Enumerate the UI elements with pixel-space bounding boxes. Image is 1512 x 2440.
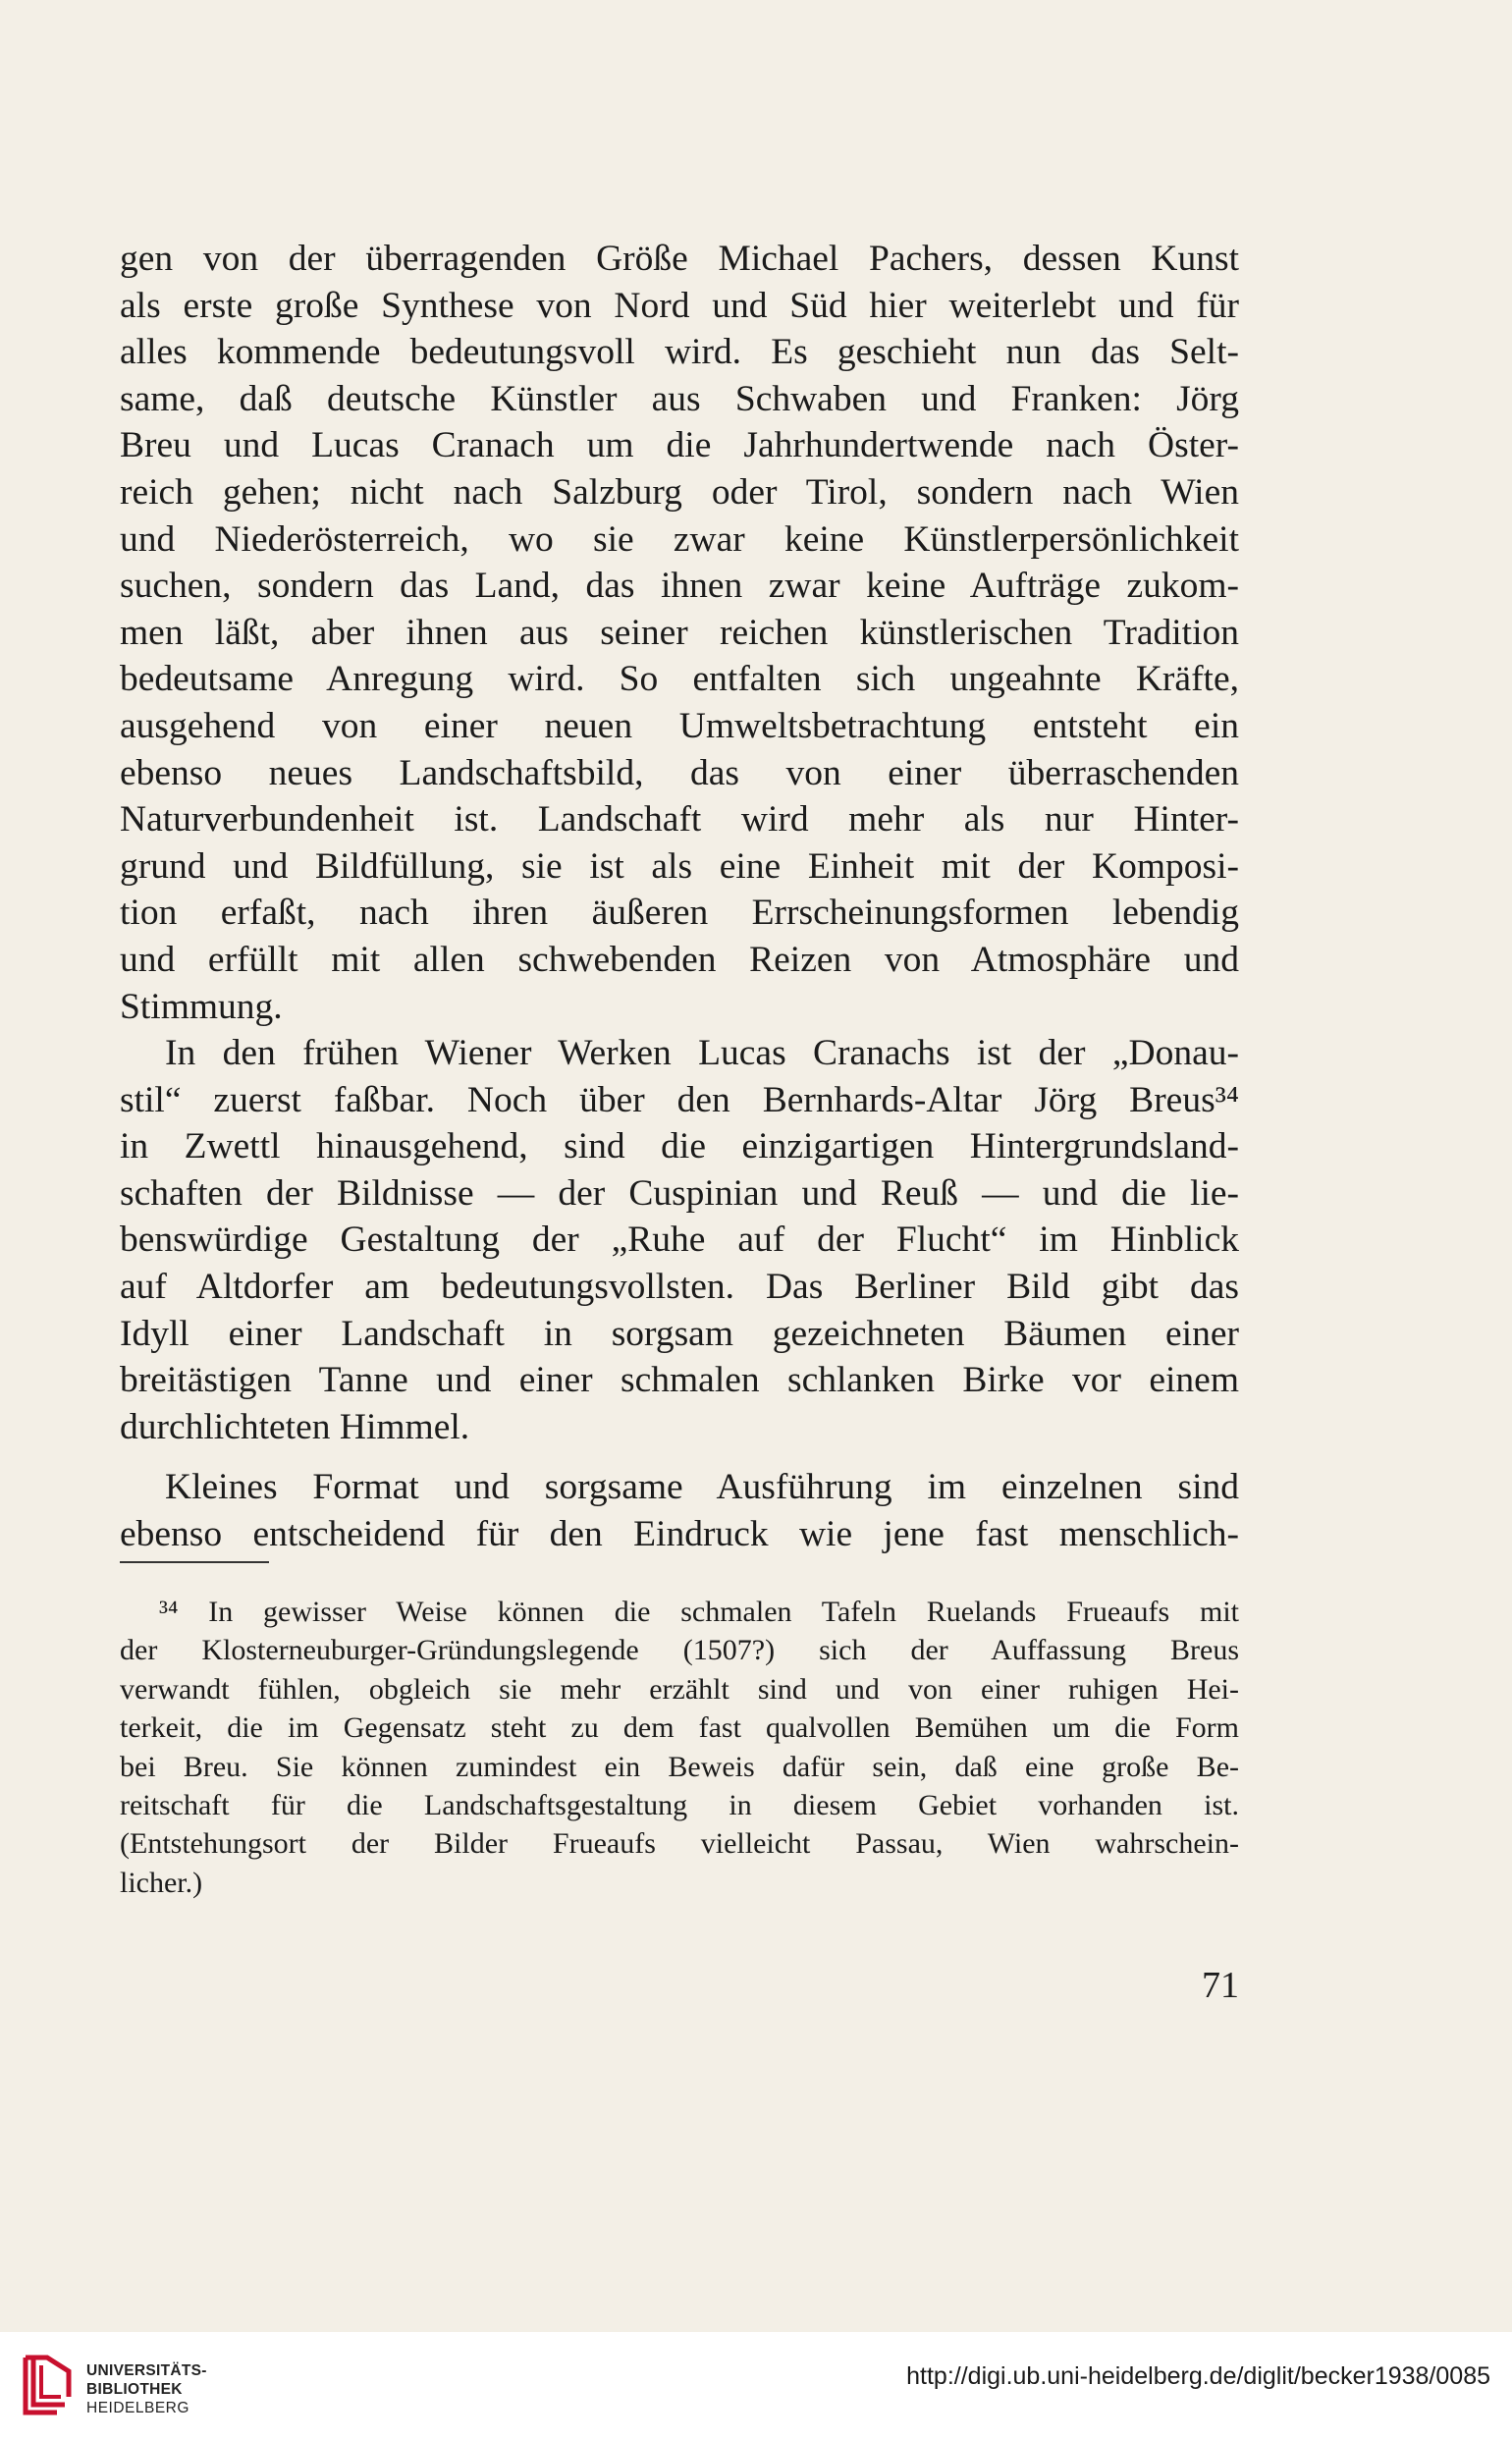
text-line: breitästigen Tanne und einer schmalen schlanken Birke vor einem bbox=[120, 1360, 1239, 1401]
footnote-line: terkeit, die im Gegensatz steht zu dem fast qualvollen Bemühen um die Form bbox=[120, 1711, 1239, 1745]
main-text bbox=[120, 236, 1239, 1558]
text-line: gen von der überragenden Größe Michael Pachers, dessen Kunst bbox=[120, 239, 1239, 279]
text-line: Stimmung. bbox=[120, 986, 283, 1027]
text-line: suchen, sondern das Land, das ihnen zwar keine Aufträge zukom- bbox=[120, 566, 1239, 607]
footnote-line: licher.) bbox=[120, 1866, 203, 1899]
page-number: 71 bbox=[1202, 1965, 1239, 2006]
text-line: Idyll einer Landschaft in sorgsam gezeichneten Bäumen einer bbox=[120, 1313, 1239, 1354]
text-line: grund und Bildfüllung, sie ist als eine Einheit mit der Komposi- bbox=[120, 845, 1239, 887]
text-line: Breu und Lucas Cranach um die Jahrhundertwende nach Öster- bbox=[120, 425, 1239, 466]
text-line: reich gehen; nicht nach Salzburg oder Tirol, sondern nach Wien bbox=[120, 471, 1239, 513]
footnote-divider bbox=[120, 1561, 269, 1563]
text-line: als erste große Synthese von Nord und Süd hier weiterlebt und für bbox=[120, 285, 1239, 326]
library-name-line: HEIDELBERG bbox=[86, 2400, 189, 2416]
footnote-line: bei Breu. Sie können zumindest ein Beweis dafür sein, daß eine große Be- bbox=[120, 1750, 1239, 1783]
text-line: ausgehend von einer neuen Umweltsbetrachtung entsteht ein bbox=[120, 705, 1239, 746]
text-line: Naturverbundenheit ist. Landschaft wird mehr als nur Hinter- bbox=[120, 799, 1239, 840]
paragraph-gap bbox=[120, 1450, 1239, 1464]
footer-bar bbox=[0, 2332, 1512, 2440]
text-line: same, daß deutsche Künstler aus Schwaben und Franken: Jörg bbox=[120, 378, 1239, 419]
footnote-line: der Klosterneuburger-Gründungslegende (1507?) sich der Auffassung Breus bbox=[120, 1634, 1239, 1667]
text-line: schaften der Bildnisse — der Cuspinian und Reuß — und die lie- bbox=[120, 1172, 1239, 1214]
text-line: tion erfaßt, nach ihren äußeren Errscheinungsformen lebendig bbox=[120, 893, 1239, 934]
footnote-line: ³⁴ In gewisser Weise können die schmalen Tafeln Ruelands Frueaufs mit bbox=[159, 1596, 1239, 1628]
text-line: bedeutsame Anregung wird. So entfalten sich ungeahnte Kräfte, bbox=[120, 659, 1239, 700]
text-line: auf Altdorfer am bedeutungsvollsten. Das Berliner Bild gibt das bbox=[120, 1267, 1239, 1308]
library-name-line: UNIVERSITÄTS- bbox=[86, 2362, 207, 2379]
text-line: alles kommende bedeutungsvoll wird. Es geschieht nun das Selt- bbox=[120, 332, 1239, 373]
footnote-line: reitschaft für die Landschaftsgestaltung in diesem Gebiet vorhanden ist. bbox=[120, 1788, 1239, 1821]
text-line: ebenso entscheidend für den Eindruck wie jene fast menschlich- bbox=[120, 1514, 1239, 1555]
footnote-line: verwandt fühlen, obgleich sie mehr erzählt sind und von einer ruhigen Hei- bbox=[120, 1672, 1239, 1706]
text-line: und Niederösterreich, wo sie zwar keine Künstlerpersönlichkeit bbox=[120, 518, 1239, 560]
ub-heidelberg-logo-icon bbox=[18, 2354, 77, 2420]
text-line: stil“ zuerst faßbar. Noch über den Bernhards-Altar Jörg Breus³⁴ bbox=[120, 1079, 1239, 1120]
library-name bbox=[86, 2361, 207, 2417]
text-line: benswürdige Gestaltung der „Ruhe auf der Flucht“ im Hinblick bbox=[120, 1220, 1239, 1261]
text-line: ebenso neues Landschaftsbild, das von einer überraschenden bbox=[120, 752, 1239, 793]
library-name-line: BIBLIOTHEK bbox=[86, 2381, 183, 2398]
text-line: durchlichteten Himmel. bbox=[120, 1406, 470, 1447]
footnote bbox=[120, 1593, 1239, 1902]
text-line: in Zwettl hinausgehend, sind die einzigartigen Hintergrundsland- bbox=[120, 1126, 1239, 1167]
source-url-link[interactable]: http://digi.ub.uni-heidelberg.de/diglit/becker1938/0085 bbox=[906, 2362, 1490, 2390]
text-line: und erfüllt mit allen schwebenden Reizen von Atmosphäre und bbox=[120, 939, 1239, 980]
text-line: In den frühen Wiener Werken Lucas Cranachs ist der „Donau- bbox=[165, 1033, 1239, 1074]
text-line: Kleines Format und sorgsame Ausführung im einzelnen sind bbox=[165, 1467, 1239, 1508]
text-line: men läßt, aber ihnen aus seiner reichen künstlerischen Tradition bbox=[120, 612, 1239, 653]
footnote-line: (Entstehungsort der Bilder Frueaufs vielleicht Passau, Wien wahrschein- bbox=[120, 1827, 1239, 1861]
